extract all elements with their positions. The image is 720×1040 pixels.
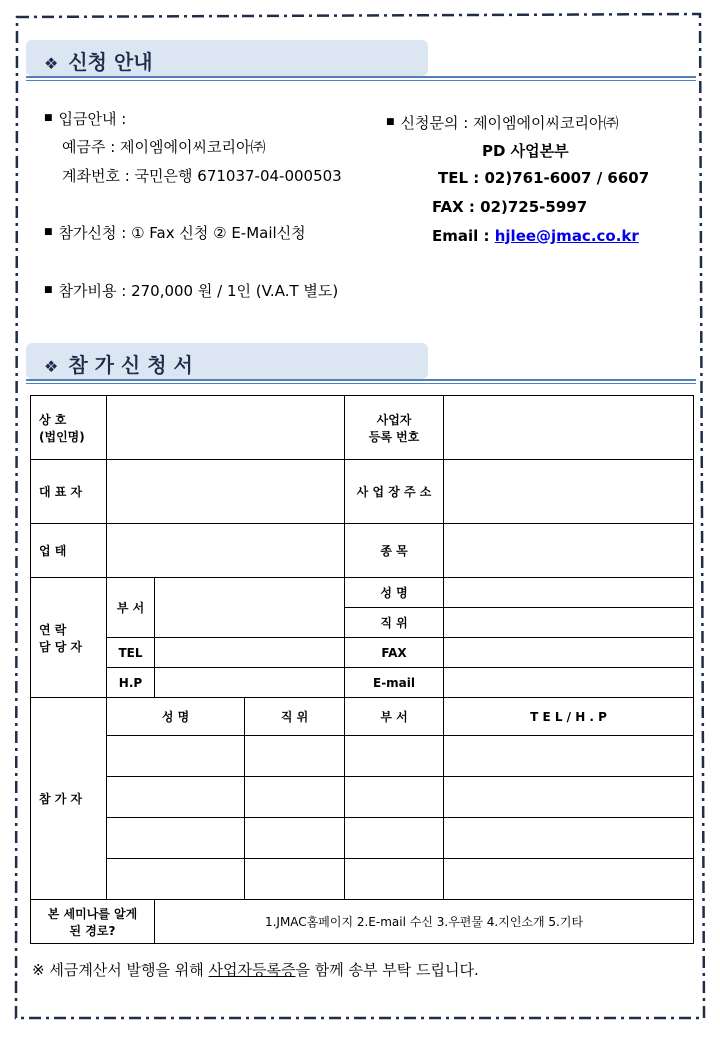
diamond-icon: ❖ [44, 357, 59, 376]
contact-person-label: 연 락 담 당 자 [31, 578, 107, 698]
participant-tel-field[interactable] [444, 736, 694, 777]
participant-dept-field[interactable] [345, 777, 444, 818]
contact-fax-field[interactable] [444, 638, 694, 668]
contact-fax-label: FAX [345, 638, 444, 668]
table-row [31, 578, 694, 608]
participant-name-field[interactable] [107, 818, 245, 859]
table-row [31, 900, 694, 944]
company-name-label: 상 호 (법인명) [31, 396, 107, 460]
ceo-label: 대 표 자 [31, 460, 107, 524]
application-form-table [30, 395, 694, 944]
section-divider [26, 379, 696, 381]
contact-name-label: 성 명 [345, 578, 444, 608]
participant-position-field[interactable] [245, 736, 345, 777]
contact-name-field[interactable] [444, 578, 694, 608]
fee-text: ■ 참가비용 : 270,000 원 / 1인 (V.A.T 별도) [44, 282, 339, 300]
address-field[interactable] [444, 460, 694, 524]
section-divider [26, 383, 696, 384]
participant-name-field[interactable] [107, 736, 245, 777]
participant-position-field[interactable] [245, 818, 345, 859]
business-number-field[interactable] [444, 396, 694, 460]
table-row [31, 777, 694, 818]
contact-hp-field[interactable] [155, 668, 345, 698]
table-row [31, 396, 694, 460]
table-row [31, 859, 694, 900]
bullet-icon: ■ [386, 116, 395, 127]
contact-position-label: 직 위 [345, 608, 444, 638]
business-number-label: 사업자 등록 번호 [345, 396, 444, 460]
email-link[interactable]: hjlee@jmac.co.kr [494, 227, 639, 245]
section-divider [26, 80, 696, 81]
contact-email-label: E-mail [345, 668, 444, 698]
account-text: 계좌번호 : 국민은행 671037-04-000503 [62, 167, 342, 185]
participant-name-field[interactable] [107, 777, 245, 818]
item-field[interactable] [444, 524, 694, 578]
business-type-field[interactable] [107, 524, 345, 578]
ceo-field[interactable] [107, 460, 345, 524]
participant-tel-field[interactable] [444, 818, 694, 859]
participant-name-header: 성 명 [107, 698, 245, 736]
department-text: PD 사업본부 [482, 142, 569, 160]
section-title-application-form: ❖ 참 가 신 청 서 [44, 353, 193, 377]
participant-name-field[interactable] [107, 859, 245, 900]
contact-dept-field[interactable] [155, 578, 345, 638]
contact-tel-label: TEL [107, 638, 155, 668]
participant-label: 참 가 자 [31, 698, 107, 900]
participant-tel-header: T E L / H . P [444, 698, 694, 736]
email-line: Email : hjlee@jmac.co.kr [432, 227, 639, 245]
inquiry-text: ■ 신청문의 : 제이엠에이씨코리아㈜ [386, 114, 619, 132]
participant-position-field[interactable] [245, 859, 345, 900]
participant-dept-header: 부 서 [345, 698, 444, 736]
tax-invoice-note: ※ 세금계산서 발행을 위해 사업자등록증을 함께 송부 부탁 드립니다. [32, 961, 479, 979]
section-divider [26, 76, 696, 78]
table-row [31, 460, 694, 524]
participant-dept-field[interactable] [345, 736, 444, 777]
business-type-label: 업 태 [31, 524, 107, 578]
table-row [31, 818, 694, 859]
table-row [31, 736, 694, 777]
table-row [31, 638, 694, 668]
participant-dept-field[interactable] [345, 859, 444, 900]
table-row [31, 668, 694, 698]
depositor-text: 예금주 : 제이엠에이씨코리아㈜ [62, 138, 266, 156]
section-title-application-guide: ❖ 신청 안내 [44, 50, 153, 74]
contact-tel-field[interactable] [155, 638, 345, 668]
contact-hp-label: H.P [107, 668, 155, 698]
tel-text: TEL : 02)761-6007 / 6607 [438, 169, 650, 187]
contact-position-field[interactable] [444, 608, 694, 638]
participant-position-header: 직 위 [245, 698, 345, 736]
apply-method-text: ■ 참가신청 : ① Fax 신청 ② E-Mail신청 [44, 224, 306, 242]
table-row [31, 698, 694, 736]
company-name-field[interactable] [107, 396, 345, 460]
bullet-icon: ■ [44, 284, 53, 295]
participant-tel-field[interactable] [444, 777, 694, 818]
item-label: 종 목 [345, 524, 444, 578]
contact-email-field[interactable] [444, 668, 694, 698]
bullet-icon: ■ [44, 112, 53, 123]
diamond-icon: ❖ [44, 54, 59, 73]
route-options[interactable]: 1.JMAC홈페이지 2.E-mail 수신 3.우편물 4.지인소개 5.기타 [155, 900, 694, 944]
bullet-icon: ■ [44, 226, 53, 237]
contact-dept-label: 부 서 [107, 578, 155, 638]
deposit-info-label: ■ 입금안내 : [44, 110, 127, 128]
participant-tel-field[interactable] [444, 859, 694, 900]
participant-dept-field[interactable] [345, 818, 444, 859]
fax-text: FAX : 02)725-5997 [432, 198, 588, 216]
participant-position-field[interactable] [245, 777, 345, 818]
address-label: 사 업 장 주 소 [345, 460, 444, 524]
business-registration-text: 사업자등록증 [208, 961, 296, 979]
table-row [31, 524, 694, 578]
route-label: 본 세미나를 알게 된 경로? [31, 900, 155, 944]
